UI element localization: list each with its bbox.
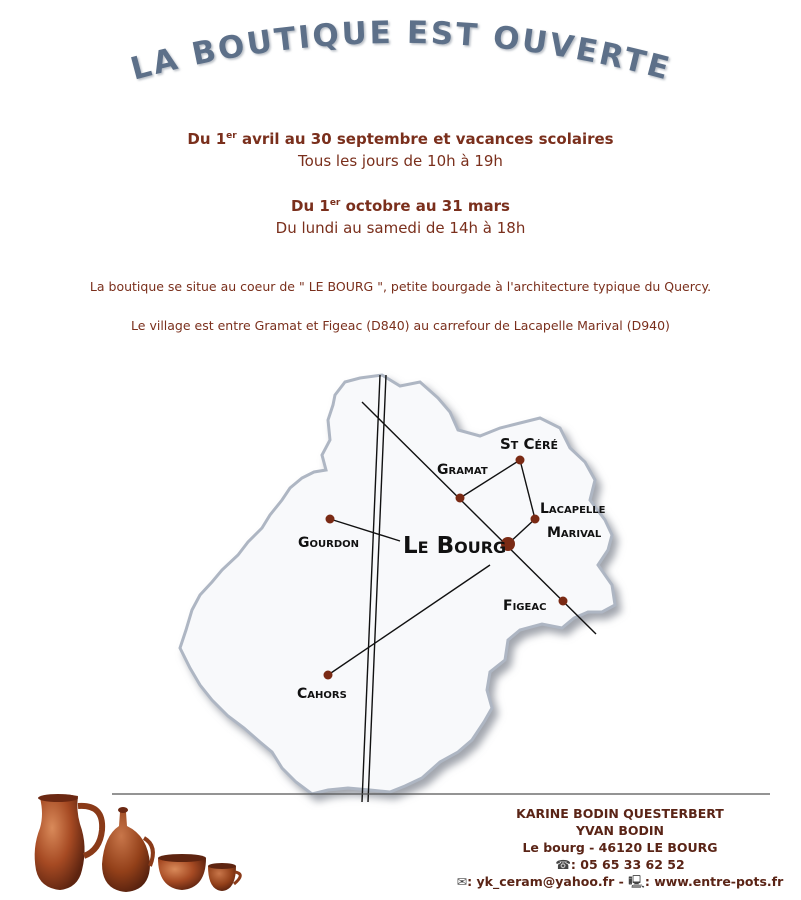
contact-web-row xyxy=(440,873,800,890)
contact-address: Le bourg - 46120 LE BOURG xyxy=(522,840,718,855)
city-label-st-cere: St Céré xyxy=(500,435,559,453)
city-dot-gramat xyxy=(456,494,465,503)
telephone-icon: ☎ xyxy=(555,857,571,872)
city-dot-cahors xyxy=(324,671,333,680)
city-label-marival: Marival xyxy=(547,525,602,541)
contact-website[interactable]: : www.entre-pots.fr xyxy=(644,874,784,889)
city-dot-lacapelle xyxy=(531,515,540,524)
pitcher-icon xyxy=(35,794,102,890)
city-label-lacapelle: Lacapelle xyxy=(540,501,606,517)
bottle-icon xyxy=(102,807,153,892)
schedule-summer xyxy=(0,125,801,172)
city-label-gramat: Gramat xyxy=(437,462,488,478)
contact-block xyxy=(440,805,800,890)
pottery-illustration xyxy=(30,790,250,900)
city-label-figeac: Figeac xyxy=(503,598,547,614)
city-dot-figeac xyxy=(559,597,568,606)
city-label-le-bourg: Le Bourg xyxy=(403,533,507,559)
schedule-winter-heading: Du 1er octobre au 31 mars xyxy=(291,197,510,215)
email-icon: ✉ xyxy=(456,874,468,889)
city-dot-st-cere xyxy=(516,456,525,465)
location-description: La boutique se situe au coeur de " LE BOURG ", petite bourgade à l'architecture typique du Quercy. xyxy=(89,279,712,294)
contact-phone: : 05 65 33 62 52 xyxy=(570,857,685,872)
schedule-summer-hours: Tous les jours de 10h à 19h xyxy=(298,152,503,170)
schedule-winter xyxy=(0,192,801,239)
page-title: LA BOUTIQUE EST OUVERTE xyxy=(126,14,676,88)
contact-phone-row xyxy=(440,856,800,873)
contact-email[interactable]: : yk_ceram@yahoo.fr xyxy=(467,874,615,889)
title-banner xyxy=(0,0,801,110)
computer-icon: 🖳 xyxy=(628,874,645,889)
cup-icon xyxy=(208,863,240,891)
city-label-cahors: Cahors xyxy=(297,686,347,702)
bowl-icon xyxy=(158,854,206,890)
city-dot-gourdon xyxy=(326,515,335,524)
contact-name-2: YVAN BODIN xyxy=(575,823,664,838)
city-label-gourdon: Gourdon xyxy=(298,535,359,551)
directions-description: Le village est entre Gramat et Figeac (D840) au carrefour de Lacapelle Marival (D940) xyxy=(131,318,670,333)
schedule-summer-heading: Du 1er avril au 30 septembre et vacances scolaires xyxy=(187,130,614,148)
area-map xyxy=(0,360,801,810)
contact-separator: - xyxy=(614,874,629,889)
schedule-winter-hours: Du lundi au samedi de 14h à 18h xyxy=(275,219,526,237)
contact-name-1: KARINE BODIN QUESTERBERT xyxy=(516,806,724,821)
